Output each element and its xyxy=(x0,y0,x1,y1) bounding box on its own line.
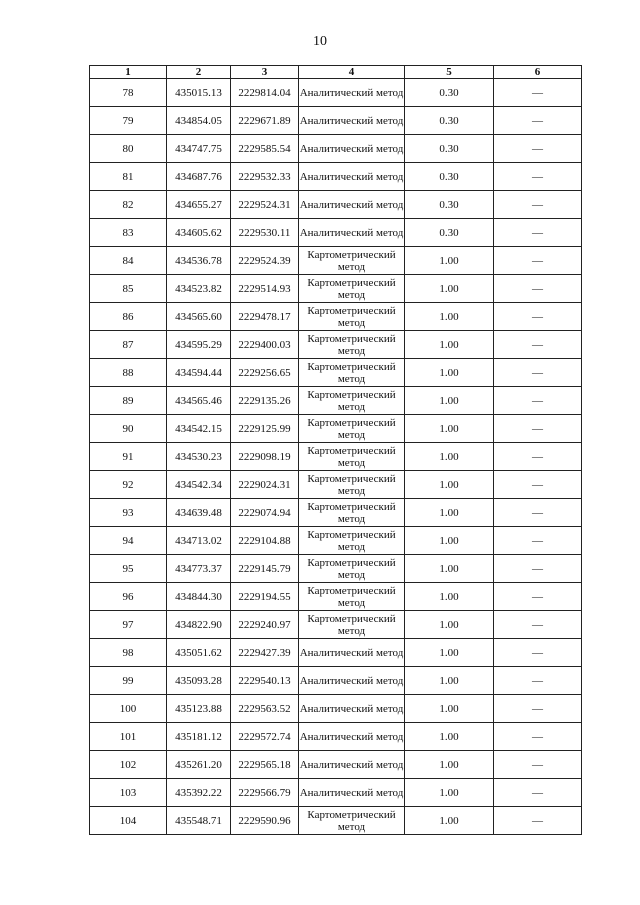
note-cell: — xyxy=(494,191,582,219)
note-cell: — xyxy=(494,415,582,443)
note-cell: — xyxy=(494,247,582,275)
accuracy-cell: 1.00 xyxy=(405,387,494,415)
y-coordinate-cell: 2229145.79 xyxy=(231,555,299,583)
method-cell: Картометрический метод xyxy=(299,331,405,359)
table-row xyxy=(90,247,582,275)
point-number-cell: 96 xyxy=(90,583,167,611)
accuracy-cell: 1.00 xyxy=(405,723,494,751)
table-row xyxy=(90,79,582,107)
accuracy-cell: 1.00 xyxy=(405,303,494,331)
method-cell: Аналитический метод xyxy=(299,639,405,667)
point-number-cell: 103 xyxy=(90,779,167,807)
method-cell: Картометрический метод xyxy=(299,555,405,583)
y-coordinate-cell: 2229524.31 xyxy=(231,191,299,219)
method-cell: Аналитический метод xyxy=(299,695,405,723)
x-coordinate-cell: 434639.48 xyxy=(167,499,231,527)
accuracy-cell: 0.30 xyxy=(405,163,494,191)
method-cell: Аналитический метод xyxy=(299,107,405,135)
y-coordinate-cell: 2229572.74 xyxy=(231,723,299,751)
method-cell: Аналитический метод xyxy=(299,779,405,807)
method-cell: Картометрический метод xyxy=(299,499,405,527)
x-coordinate-cell: 435261.20 xyxy=(167,751,231,779)
note-cell: — xyxy=(494,303,582,331)
y-coordinate-cell: 2229585.54 xyxy=(231,135,299,163)
point-number-cell: 95 xyxy=(90,555,167,583)
accuracy-cell: 1.00 xyxy=(405,359,494,387)
accuracy-cell: 1.00 xyxy=(405,443,494,471)
note-cell: — xyxy=(494,751,582,779)
x-coordinate-cell: 434595.29 xyxy=(167,331,231,359)
note-cell: — xyxy=(494,471,582,499)
x-coordinate-cell: 434605.62 xyxy=(167,219,231,247)
y-coordinate-cell: 2229098.19 xyxy=(231,443,299,471)
y-coordinate-cell: 2229566.79 xyxy=(231,779,299,807)
method-cell: Картометрический метод xyxy=(299,611,405,639)
accuracy-cell: 1.00 xyxy=(405,611,494,639)
point-number-cell: 83 xyxy=(90,219,167,247)
table-row xyxy=(90,135,582,163)
y-coordinate-cell: 2229104.88 xyxy=(231,527,299,555)
point-number-cell: 92 xyxy=(90,471,167,499)
table-row xyxy=(90,275,582,303)
column-header: 2 xyxy=(167,66,231,79)
x-coordinate-cell: 434822.90 xyxy=(167,611,231,639)
accuracy-cell: 1.00 xyxy=(405,751,494,779)
column-header: 6 xyxy=(494,66,582,79)
method-cell: Картометрический метод xyxy=(299,527,405,555)
x-coordinate-cell: 434536.78 xyxy=(167,247,231,275)
table-row xyxy=(90,359,582,387)
y-coordinate-cell: 2229540.13 xyxy=(231,667,299,695)
column-header: 1 xyxy=(90,66,167,79)
note-cell: — xyxy=(494,527,582,555)
note-cell: — xyxy=(494,639,582,667)
x-coordinate-cell: 434713.02 xyxy=(167,527,231,555)
method-cell: Аналитический метод xyxy=(299,163,405,191)
note-cell: — xyxy=(494,163,582,191)
method-cell: Картометрический метод xyxy=(299,415,405,443)
table-row xyxy=(90,583,582,611)
method-cell: Аналитический метод xyxy=(299,723,405,751)
x-coordinate-cell: 435548.71 xyxy=(167,807,231,835)
point-number-cell: 84 xyxy=(90,247,167,275)
note-cell: — xyxy=(494,359,582,387)
method-cell: Картометрический метод xyxy=(299,359,405,387)
accuracy-cell: 1.00 xyxy=(405,527,494,555)
point-number-cell: 89 xyxy=(90,387,167,415)
point-number-cell: 102 xyxy=(90,751,167,779)
accuracy-cell: 1.00 xyxy=(405,471,494,499)
point-number-cell: 104 xyxy=(90,807,167,835)
table-header-row xyxy=(90,66,582,79)
x-coordinate-cell: 434687.76 xyxy=(167,163,231,191)
x-coordinate-cell: 434523.82 xyxy=(167,275,231,303)
table-row xyxy=(90,191,582,219)
note-cell: — xyxy=(494,667,582,695)
method-cell: Аналитический метод xyxy=(299,751,405,779)
y-coordinate-cell: 2229125.99 xyxy=(231,415,299,443)
x-coordinate-cell: 434530.23 xyxy=(167,443,231,471)
point-number-cell: 93 xyxy=(90,499,167,527)
table-row xyxy=(90,723,582,751)
y-coordinate-cell: 2229565.18 xyxy=(231,751,299,779)
accuracy-cell: 1.00 xyxy=(405,555,494,583)
x-coordinate-cell: 434747.75 xyxy=(167,135,231,163)
y-coordinate-cell: 2229074.94 xyxy=(231,499,299,527)
table-row xyxy=(90,807,582,835)
point-number-cell: 100 xyxy=(90,695,167,723)
x-coordinate-cell: 434542.15 xyxy=(167,415,231,443)
x-coordinate-cell: 435015.13 xyxy=(167,79,231,107)
table-row xyxy=(90,415,582,443)
accuracy-cell: 1.00 xyxy=(405,331,494,359)
note-cell: — xyxy=(494,387,582,415)
note-cell: — xyxy=(494,275,582,303)
table-body xyxy=(90,79,582,835)
accuracy-cell: 1.00 xyxy=(405,639,494,667)
point-number-cell: 85 xyxy=(90,275,167,303)
y-coordinate-cell: 2229671.89 xyxy=(231,107,299,135)
x-coordinate-cell: 434773.37 xyxy=(167,555,231,583)
y-coordinate-cell: 2229590.96 xyxy=(231,807,299,835)
point-number-cell: 82 xyxy=(90,191,167,219)
note-cell: — xyxy=(494,807,582,835)
note-cell: — xyxy=(494,779,582,807)
method-cell: Картометрический метод xyxy=(299,247,405,275)
point-number-cell: 98 xyxy=(90,639,167,667)
y-coordinate-cell: 2229240.97 xyxy=(231,611,299,639)
accuracy-cell: 0.30 xyxy=(405,219,494,247)
table-row xyxy=(90,555,582,583)
x-coordinate-cell: 434542.34 xyxy=(167,471,231,499)
note-cell: — xyxy=(494,443,582,471)
note-cell: — xyxy=(494,135,582,163)
accuracy-cell: 1.00 xyxy=(405,807,494,835)
point-number-cell: 81 xyxy=(90,163,167,191)
method-cell: Картометрический метод xyxy=(299,443,405,471)
y-coordinate-cell: 2229563.52 xyxy=(231,695,299,723)
table-row xyxy=(90,667,582,695)
note-cell: — xyxy=(494,611,582,639)
method-cell: Картометрический метод xyxy=(299,387,405,415)
y-coordinate-cell: 2229400.03 xyxy=(231,331,299,359)
method-cell: Картометрический метод xyxy=(299,303,405,331)
coordinates-table xyxy=(89,65,582,835)
accuracy-cell: 1.00 xyxy=(405,247,494,275)
table-row xyxy=(90,751,582,779)
accuracy-cell: 0.30 xyxy=(405,135,494,163)
accuracy-cell: 0.30 xyxy=(405,191,494,219)
method-cell: Аналитический метод xyxy=(299,667,405,695)
method-cell: Аналитический метод xyxy=(299,135,405,163)
x-coordinate-cell: 435392.22 xyxy=(167,779,231,807)
table-row xyxy=(90,611,582,639)
table-row xyxy=(90,163,582,191)
point-number-cell: 91 xyxy=(90,443,167,471)
accuracy-cell: 0.30 xyxy=(405,79,494,107)
point-number-cell: 97 xyxy=(90,611,167,639)
table-row xyxy=(90,779,582,807)
note-cell: — xyxy=(494,79,582,107)
table-row xyxy=(90,331,582,359)
table-row xyxy=(90,527,582,555)
y-coordinate-cell: 2229524.39 xyxy=(231,247,299,275)
table-row xyxy=(90,107,582,135)
column-header: 5 xyxy=(405,66,494,79)
method-cell: Картометрический метод xyxy=(299,275,405,303)
note-cell: — xyxy=(494,331,582,359)
note-cell: — xyxy=(494,107,582,135)
point-number-cell: 79 xyxy=(90,107,167,135)
point-number-cell: 101 xyxy=(90,723,167,751)
method-cell: Аналитический метод xyxy=(299,191,405,219)
x-coordinate-cell: 434565.46 xyxy=(167,387,231,415)
method-cell: Картометрический метод xyxy=(299,583,405,611)
y-coordinate-cell: 2229814.04 xyxy=(231,79,299,107)
table-row xyxy=(90,303,582,331)
x-coordinate-cell: 434565.60 xyxy=(167,303,231,331)
method-cell: Картометрический метод xyxy=(299,807,405,835)
accuracy-cell: 1.00 xyxy=(405,415,494,443)
point-number-cell: 94 xyxy=(90,527,167,555)
accuracy-cell: 0.30 xyxy=(405,107,494,135)
y-coordinate-cell: 2229427.39 xyxy=(231,639,299,667)
x-coordinate-cell: 435093.28 xyxy=(167,667,231,695)
column-header: 4 xyxy=(299,66,405,79)
note-cell: — xyxy=(494,555,582,583)
table-row xyxy=(90,471,582,499)
y-coordinate-cell: 2229194.55 xyxy=(231,583,299,611)
x-coordinate-cell: 434594.44 xyxy=(167,359,231,387)
x-coordinate-cell: 435181.12 xyxy=(167,723,231,751)
point-number-cell: 90 xyxy=(90,415,167,443)
note-cell: — xyxy=(494,499,582,527)
note-cell: — xyxy=(494,723,582,751)
note-cell: — xyxy=(494,583,582,611)
page-number: 10 xyxy=(313,34,327,49)
table-row xyxy=(90,499,582,527)
column-header: 3 xyxy=(231,66,299,79)
x-coordinate-cell: 434655.27 xyxy=(167,191,231,219)
method-cell: Аналитический метод xyxy=(299,79,405,107)
point-number-cell: 80 xyxy=(90,135,167,163)
method-cell: Картометрический метод xyxy=(299,471,405,499)
table-row xyxy=(90,219,582,247)
x-coordinate-cell: 434844.30 xyxy=(167,583,231,611)
point-number-cell: 78 xyxy=(90,79,167,107)
point-number-cell: 87 xyxy=(90,331,167,359)
note-cell: — xyxy=(494,219,582,247)
y-coordinate-cell: 2229024.31 xyxy=(231,471,299,499)
method-cell: Аналитический метод xyxy=(299,219,405,247)
table-row xyxy=(90,387,582,415)
table-row xyxy=(90,443,582,471)
accuracy-cell: 1.00 xyxy=(405,779,494,807)
y-coordinate-cell: 2229530.11 xyxy=(231,219,299,247)
accuracy-cell: 1.00 xyxy=(405,275,494,303)
accuracy-cell: 1.00 xyxy=(405,499,494,527)
table-row xyxy=(90,639,582,667)
table-row xyxy=(90,695,582,723)
y-coordinate-cell: 2229478.17 xyxy=(231,303,299,331)
x-coordinate-cell: 435123.88 xyxy=(167,695,231,723)
accuracy-cell: 1.00 xyxy=(405,695,494,723)
y-coordinate-cell: 2229135.26 xyxy=(231,387,299,415)
y-coordinate-cell: 2229532.33 xyxy=(231,163,299,191)
x-coordinate-cell: 434854.05 xyxy=(167,107,231,135)
x-coordinate-cell: 435051.62 xyxy=(167,639,231,667)
y-coordinate-cell: 2229514.93 xyxy=(231,275,299,303)
point-number-cell: 88 xyxy=(90,359,167,387)
point-number-cell: 99 xyxy=(90,667,167,695)
accuracy-cell: 1.00 xyxy=(405,667,494,695)
note-cell: — xyxy=(494,695,582,723)
y-coordinate-cell: 2229256.65 xyxy=(231,359,299,387)
point-number-cell: 86 xyxy=(90,303,167,331)
accuracy-cell: 1.00 xyxy=(405,583,494,611)
